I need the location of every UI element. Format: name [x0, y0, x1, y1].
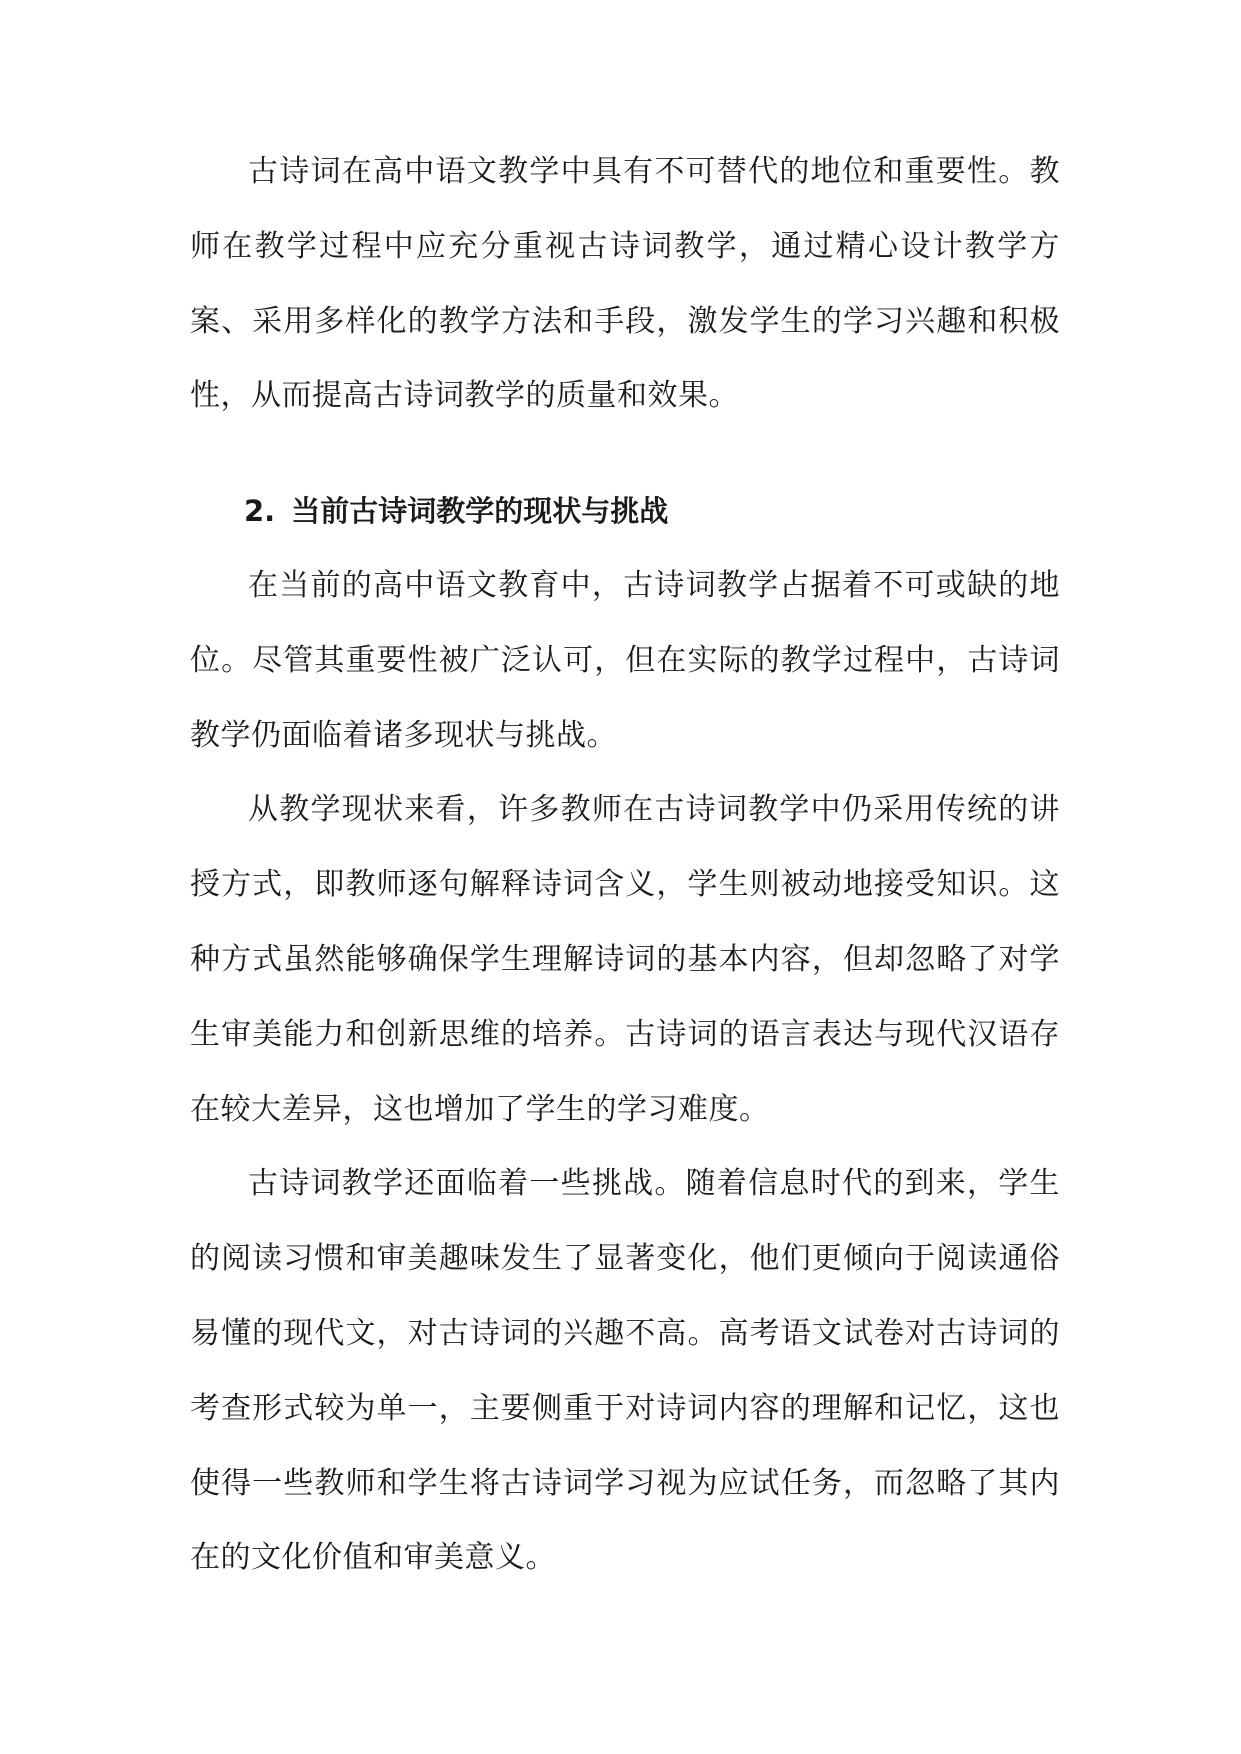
paragraph-intro: 在当前的高中语文教育中，古诗词教学占据着不可或缺的地位。尽管其重要性被广泛认可，但在实际的教学过程中，古诗词教学仍面临着诸多现状与挑战。	[190, 567, 1060, 753]
paragraph-current-status: 从教学现状来看，许多教师在古诗词教学中仍采用传统的讲授方式，即教师逐句解释诗词含义，学生则被动地接受知识。这种方式虽然能够确保学生理解诗词的基本内容，但却忽略了对学生审美能力和创新思维的培养。古诗词的语言表达与现代汉语存在较大差异，这也增加了学生的学习难度。	[190, 792, 1060, 1127]
section-title: 当前古诗词教学的现状与挑战	[291, 494, 669, 529]
section-heading	[190, 474, 1060, 549]
document-body	[190, 135, 1060, 1596]
section-number: 2.	[244, 494, 276, 529]
spacer	[190, 434, 1060, 474]
paragraph-challenges: 古诗词教学还面临着一些挑战。随着信息时代的到来，学生的阅读习惯和审美趣味发生了显著变化，他们更倾向于阅读通俗易懂的现代文，对古诗词的兴趣不高。高考语文试卷对古诗词的考查形式较为单一，主要侧重于对诗词内容的理解和记忆，这也使得一些教师和学生将古诗词学习视为应试任务，而忽略了其内在的文化价值和审美意义。	[190, 1166, 1060, 1576]
paragraph-conclusion: 古诗词在高中语文教学中具有不可替代的地位和重要性。教师在教学过程中应充分重视古诗词教学，通过精心设计教学方案、采用多样化的教学方法和手段，激发学生的学习兴趣和积极性，从而提高古诗词教学的质量和效果。	[190, 154, 1060, 414]
